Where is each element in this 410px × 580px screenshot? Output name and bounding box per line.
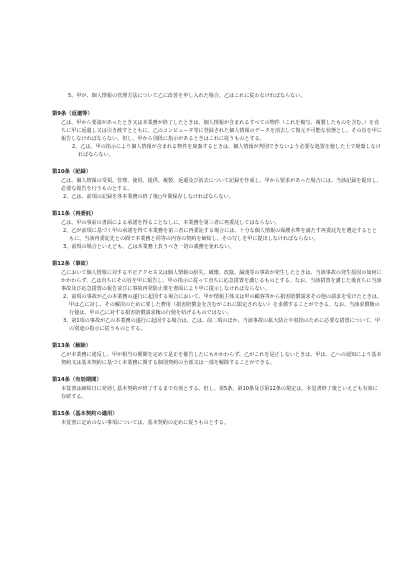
- article-body: 本覚書は締結日に発効し基本契約が終了するまで有効とする。但し、第5条、第10条及び第12条の規定は、本覚書終了後といえども有効に存続する。: [61, 386, 378, 400]
- article-body: 本覚書に定めのない事項については、基本契約の定めに従うものとする。: [61, 420, 229, 426]
- article-9: [52, 110, 382, 159]
- article-body: 乙において個人情報に対する不正アクセス又は個人情報の紛失、破壊、改竄、漏洩等の事故が発生したときは、当該事故の発生原因の如何にかかわらず、乙は直ちにその旨を甲に報告し、甲の指示に従って直ちに応急措置を講じるものとする。なお、当該措置を講じた後直ちに当該事故及び応急措置の報告並びに事故再発防止策を書面により甲に提示しなければならない。: [61, 270, 382, 292]
- article-title: 第12条（事故）: [52, 261, 92, 267]
- article-title: 第14条（有効期間）: [52, 377, 102, 383]
- article-item: 3、第1項の事故が乙の本業務の遂行に起因する場合は、乙は、前二項のほか、当該事故の拡大防止や収拾のために必要な措置について、甲の別途の指示に従うものとする。: [63, 318, 381, 332]
- article-12: [52, 260, 382, 333]
- article-body: 乙は、甲から要請があったとき又は本業務が終了したときは、個人情報が含まれるすべての物件（これを複写、複製したものを含む。）を直ちに甲に返還し又は引き渡すとともに、乙のコンピュータ等に登録された個人情報のデータを消去して復元不可能な状態とし、その旨を甲に報告しなければならない。但し、甲から別段に指示があるときはこれに従うものとする。: [61, 120, 382, 142]
- intro-clause: 5、甲が、個人情報の管理方法について乙に改善を申し入れた場合、乙はこれに従わなければならない。: [68, 93, 306, 99]
- article-item: 2、前項の事故が乙の本業務の遂行に起因する場合において、甲が情報主体又は甲の顧客等から損害賠償請求その他の請求を受けたときは、甲は乙に対し、その解決のために要した費用（損害賠償金を含むがこれに限定されない）を求償することができる。なお、当該求償権の行使は、甲の乙に対する損害賠償請求権の行使を妨げるものではない。: [63, 294, 382, 316]
- article-14: [52, 376, 382, 401]
- article-item: 3、前項の場合といえども、乙は本業務上負うべき一切の義務を免れない。: [63, 244, 235, 250]
- article-item: 2、乙が前項に基づく甲の承諾を得て本業務を第三者に再委託する場合には、十分な個人情報の保護水準を満たす再委託先を選定するとともに、当該再委託先との間で本業務と同等の内容の契約を締結し、その写しを甲に提出しなければならない。: [63, 228, 377, 242]
- article-11: [52, 210, 382, 251]
- article-13: [52, 342, 382, 367]
- article-title: 第9条（返還等）: [52, 111, 93, 117]
- article-title: 第10条（記録）: [52, 169, 92, 175]
- article-body: 乙が本業務に違反し、甲が相当の期間を定めて是正を催告したにもかかわらず、乙がこれを是正しないときは、甲は、乙への通知により基本契約又は基本契約に基づく本業務に関する個別契約の全部又は一部を解除することができる。: [61, 352, 382, 366]
- article-10: [52, 168, 382, 201]
- article-item: 2、乙は、甲の指示により個人情報が含まれる物件を廃棄するときは、個人情報が判別できないよう必要な処置を施した上で廃棄しなければならない。: [72, 144, 381, 158]
- article-title: 第11条（再委託）: [52, 211, 97, 217]
- article-item: 2、乙は、前項の記録を各本業務の終了後○年間保存しなければならない。: [63, 194, 234, 200]
- article-body: 乙は、甲の事前の書面による承諾を得ることなしに、本業務を第三者に再委託してはならない。: [61, 220, 281, 226]
- article-15: [52, 410, 382, 427]
- article-body: 乙は、個人情報の受領、管理、使用、提供、複製、返還及び消去について記録を作成し、甲から要求があった場合には、当該記録を提出し、必要な報告を行うものとする。: [61, 178, 382, 192]
- article-title: 第13条（解除）: [52, 343, 92, 349]
- article-title: 第15条（基本契約の適用）: [52, 411, 118, 417]
